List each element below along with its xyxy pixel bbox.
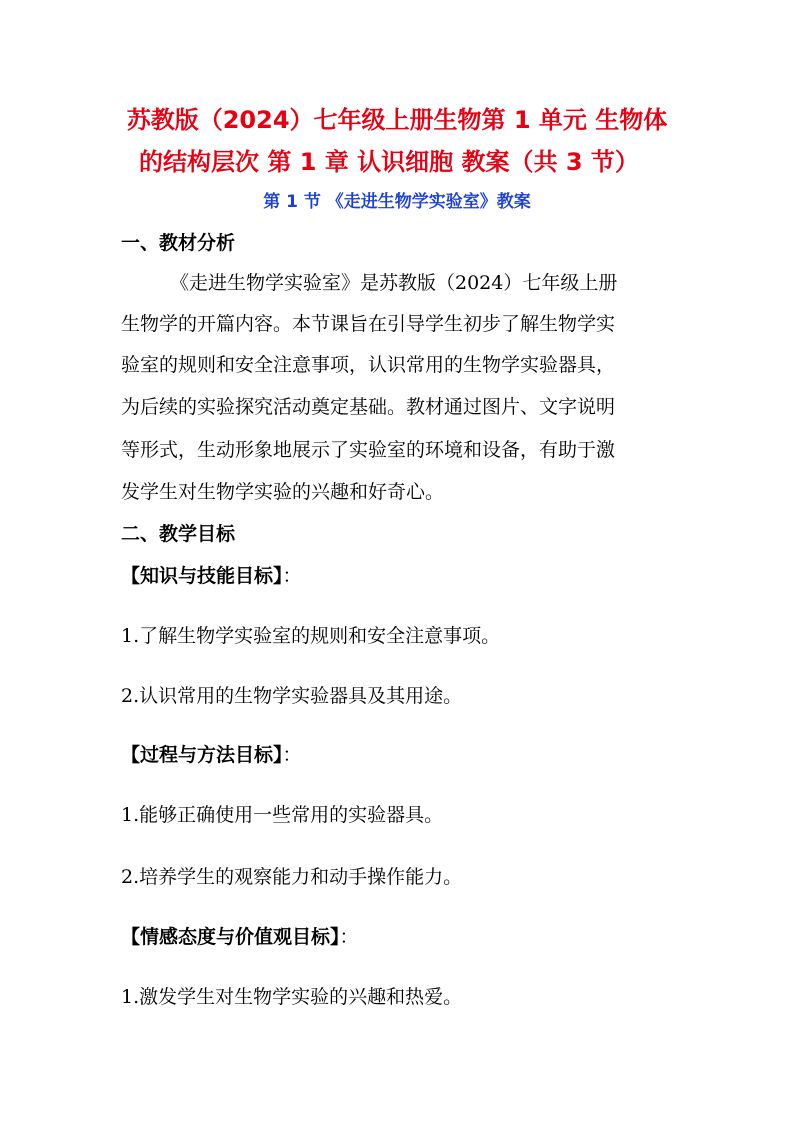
paragraph-line: 发学生对生物学实验的兴趣和好奇心。 (121, 481, 445, 503)
heading-teaching-objectives: 二、教学目标 (121, 523, 236, 545)
paragraph-line: 等形式，生动形象地展示了实验室的环境和设备，有助于激 (121, 439, 616, 461)
document-title-line-1: 苏教版（2024）七年级上册生物第 1 单元 生物体 (126, 106, 668, 134)
objective-label-process (121, 742, 302, 768)
objective-item: 2.认识常用的生物学实验器具及其用途。 (121, 685, 463, 707)
objective-label-colon: ： (339, 926, 359, 948)
objective-item: 1.激发学生对生物学实验的兴趣和热爱。 (121, 986, 463, 1008)
paragraph-line: 验室的规则和安全注意事项，认识常用的生物学实验器具， (121, 354, 616, 376)
objective-item: 1.了解生物学实验室的规则和安全注意事项。 (121, 625, 501, 647)
objective-item: 1.能够正确使用一些常用的实验器具。 (121, 804, 444, 826)
objective-label-text: 【情感态度与价值观目标】 (121, 926, 340, 948)
objective-label-colon: ： (282, 744, 302, 766)
objective-label-colon: ： (282, 565, 302, 587)
paragraph-line: 生物学的开篇内容。本节课旨在引导学生初步了解生物学实 (121, 313, 616, 335)
objective-label-text: 【知识与技能目标】 (121, 565, 283, 587)
document-title-line-2: 的结构层次 第 1 章 认识细胞 教案（共 3 节） (139, 148, 639, 176)
paragraph-line: 为后续的实验探究活动奠定基础。教材通过图片、文字说明 (121, 396, 616, 418)
objective-item: 2.培养学生的观察能力和动手操作能力。 (121, 866, 463, 888)
objective-label-text: 【过程与方法目标】 (121, 744, 283, 766)
objective-label-knowledge (121, 563, 302, 589)
section-title: 第 1 节 《走进生物学实验室》教案 (263, 192, 531, 212)
objective-label-emotion (121, 924, 359, 950)
heading-textbook-analysis: 一、教材分析 (121, 232, 236, 254)
paragraph-line: 《走进生物学实验室》是苏教版（2024）七年级上册 (170, 272, 618, 294)
